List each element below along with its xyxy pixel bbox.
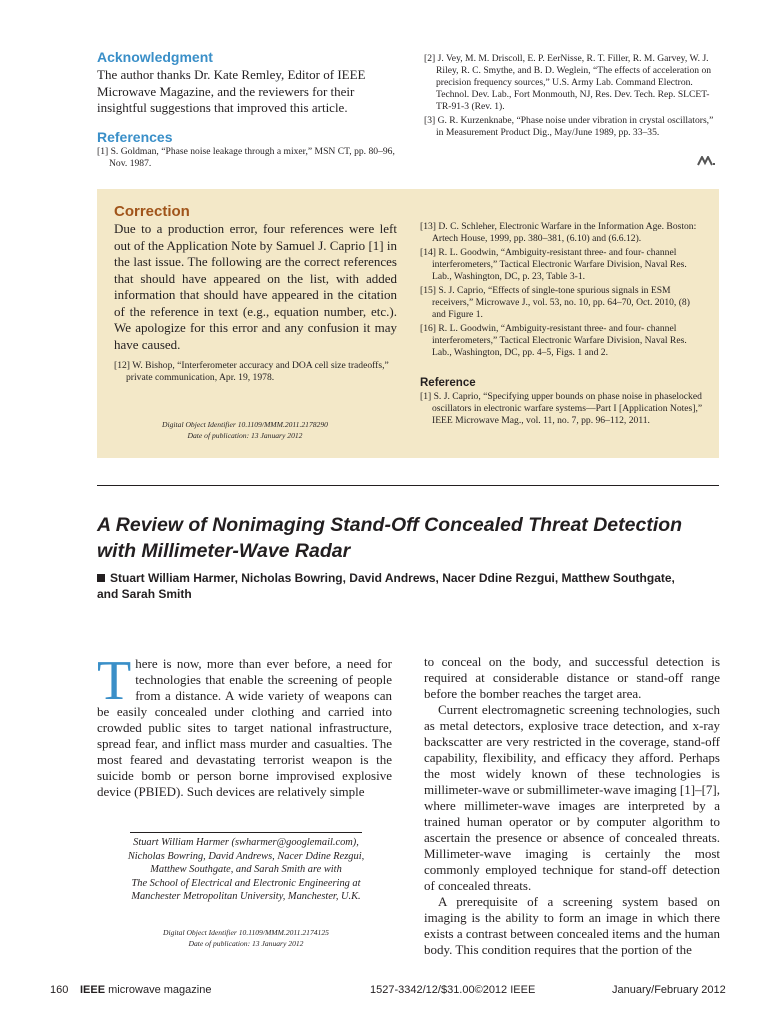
- bullet-square-icon: [97, 574, 105, 582]
- references-left: [97, 146, 395, 172]
- paragraph: Current electromagnetic screening technologies, such as metal detectors, explosive trace detection, and x-ray backscatter are very restricted in the coverage, stand-off capability, flexibility, and efficacy they afford. Perhaps the most widely known of these technologies is millimeter-wave or submillimeter-wave imaging [1]–[7], where millimeter-wave images are interpreted by a trained human operator or by computer algorithm to ascertain the presence or absence of concealed threats. Millimeter-wave imaging is certainly the most commonly employed technique for stand-off detection of concealed threats.: [424, 702, 720, 893]
- author-affiliation: [110, 836, 382, 904]
- publication-date: Date of publication: 13 January 2012: [188, 939, 304, 948]
- doi-text: Digital Object Identifier 10.1109/MMM.2011.2178290: [162, 420, 328, 429]
- issue-date: January/February 2012: [612, 984, 726, 996]
- reference-item: [14] R. L. Goodwin, “Ambiguity-resistant three- and four- channel interferometers,” Tactical Electronic Warfare Division, Naval Res. Lab., Washington, DC, p. 23, Table 3-1.: [420, 247, 687, 282]
- magazine-name: [80, 984, 211, 996]
- affiliation-line: Nicholas Bowring, David Andrews, Nacer Ddine Rezgui,: [127, 850, 365, 862]
- acknowledgment-body: The author thanks Dr. Kate Remley, Editor of IEEE Microwave Magazine, and the reviewers for their insightful suggestions that improved this article.: [97, 67, 366, 115]
- correction-reference-12: [12] W. Bishop, “Interferometer accuracy and DOA cell size tradeoffs,” private communication, Apr. 19, 1978.: [114, 360, 389, 383]
- reference-item: [1] S. Goldman, “Phase noise leakage through a mixer,” MSN CT, pp. 80–96, Nov. 1987.: [97, 146, 395, 169]
- reference-item: [2] J. Vey, M. M. Driscoll, E. P. EerNisse, R. T. Filler, R. M. Garvey, W. J. Riley, R. C. Smythe, and B. D. Weglein, “The effects of acceleration on precision frequency sources,” U.S. Army Lab. Command Electron. Technol. Dev. Lab., Fort Monmouth, NJ, Res. Dev. Tech. Rep. SLCET-TR-91-3 (Rev. 1).: [424, 53, 712, 112]
- publication-date: Date of publication: 13 January 2012: [187, 431, 303, 440]
- affiliation-line: Matthew Southgate, and Sarah Smith are with: [150, 864, 342, 875]
- references-right: [424, 53, 720, 141]
- acknowledgment-heading: Acknowledgment: [97, 49, 213, 65]
- reference-item: [15] S. J. Caprio, “Effects of single-tone spurious signals in ESM receivers,” Microwave J., vol. 53, no. 10, pp. 64–70, Oct. 2010, (8) and Figure 1.: [420, 285, 690, 320]
- article-title: A Review of Nonimaging Stand-Off Concealed Threat Detection with Millimeter-Wave Radar: [97, 514, 683, 562]
- correction-reference-heading: Reference: [420, 377, 476, 389]
- doi-text: Digital Object Identifier 10.1109/MMM.2011.2174125: [163, 928, 329, 937]
- affiliation-line: Manchester Metropolitan University, Manchester, U.K.: [131, 891, 361, 902]
- correction-body: Due to a production error, four references were left out of the Application Note by Samuel J. Caprio [1] in the last issue. The following are the correct references that should have appeared on the list, with added information that should have appeared in the citation of the reference in text (e.g., equation number, etc.). We apologize for this error and any confusion it may have caused.: [114, 221, 397, 352]
- article-column-2: [424, 654, 720, 958]
- column-1-text: here is now, more than ever before, a need for technologies that enable the screening of people from a distance. A wide variety of weapons can be easily concealed under clothing and carried into crowded public sites to target national infrastructure, spread fear, and inflict mass murder and casualties. The most feared and devastating terrorist weapon is the suicide bomb or person borne improvised explosive device (PBIED). Such devices are relatively simple: [97, 656, 392, 799]
- magazine-title: microwave magazine: [108, 984, 212, 996]
- authors-text: Stuart William Harmer, Nicholas Bowring, David Andrews, Nacer Ddine Rezgui, Matthew Southgate, and Sarah Smith: [97, 571, 675, 601]
- references-heading: References: [97, 129, 173, 145]
- paragraph: A prerequisite of a screening system based on imaging is the ability to form an image in which there exists a contrast between concealed items and the human body. This condition requires that the portion of the: [424, 894, 721, 957]
- correction-references: [420, 221, 704, 361]
- affiliation-rule: [130, 832, 362, 833]
- affiliation-line: The School of Electrical and Electronic Engineering at: [131, 877, 361, 889]
- drop-cap: T: [97, 650, 132, 712]
- reference-item: [13] D. C. Schleher, Electronic Warfare in the Information Age. Boston: Artech House, 1999, pp. 380–381, (6.10) and (6.6.12).: [420, 221, 697, 244]
- correction-doi: [114, 419, 376, 441]
- correction-reference-item: [1] S. J. Caprio, “Specifying upper bounds on phase noise in phaselocked oscillators in electronic warfare systems—Part I [Application Notes],” IEEE Microwave Mag., vol. 11, no. 7, pp. 96–112, 2011.: [420, 391, 703, 426]
- affiliation-line: Stuart William Harmer (swharmer@googlemail.com),: [133, 837, 359, 848]
- article-column-1: [97, 650, 392, 800]
- section-divider: [97, 485, 719, 486]
- correction-heading: Correction: [114, 203, 190, 220]
- end-mark-icon: [697, 156, 717, 169]
- ieee-label: IEEE: [80, 984, 106, 996]
- paragraph: to conceal on the body, and successful detection is required at considerable distance or stand-off range before the bomber reaches the target area.: [424, 654, 720, 701]
- article-doi: [110, 927, 382, 949]
- reference-item: [3] G. R. Kurzenknabe, “Phase noise under vibration in crystal oscillators,” in Measurement Product Dig., May/June 1989, pp. 33–35.: [424, 115, 714, 138]
- reference-item: [16] R. L. Goodwin, “Ambiguity-resistant three- and four- channel interferometers,” Tactical Electronic Warfare Division, Naval Res. Lab., Washington, DC, pp. 4–5, Figs. 1 and 2.: [420, 323, 687, 358]
- article-authors: [97, 570, 697, 602]
- page-number: 160: [50, 984, 69, 996]
- issn-copyright: 1527-3342/12/$31.00©2012 IEEE: [370, 984, 536, 996]
